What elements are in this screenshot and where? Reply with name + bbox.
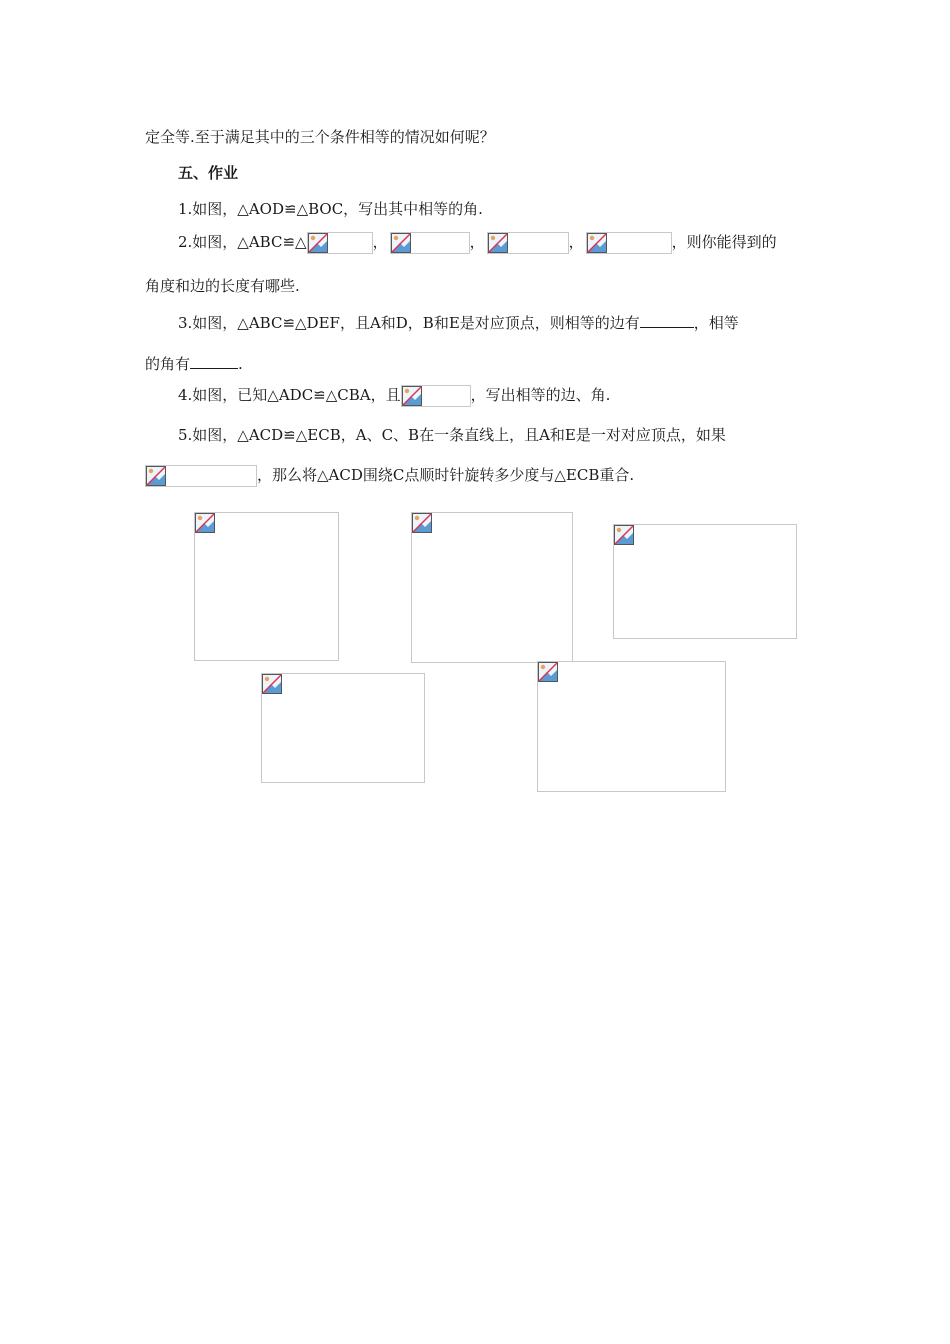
inline-formula-image [487,232,569,254]
comma: ， [469,233,485,251]
broken-image-icon [262,674,282,694]
question-2-prefix: 2.如图，△ABC≌△ [178,233,307,251]
question-4-prefix: 4.如图，已知△ADC≌△CBA，且 [178,386,401,404]
inline-formula-image [401,385,471,407]
broken-image-icon [308,233,328,253]
figure-placeholder [194,512,339,661]
inline-formula-image [145,465,257,487]
figure-placeholder [411,512,573,663]
period: . [238,355,243,373]
section-heading: 五、作业 [178,164,239,182]
question-3-end: ，相等 [693,314,739,332]
question-4-suffix: ，写出相等的边、角. [470,386,611,404]
question-5-continuation [145,464,634,486]
question-5-line2: ，那么将△ACD围绕C点顺时针旋转多少度与△ECB重合. [257,466,635,484]
figure-placeholder [537,661,726,792]
question-1: 1.如图，△AOD≌△BOC，写出其中相等的角. [178,200,483,218]
question-2-suffix: ，则你能得到的 [671,233,777,251]
answer-blank [190,352,238,369]
question-2-continuation: 角度和边的长度有哪些. [145,277,300,295]
paragraph-continuation: 定全等.至于满足其中的三个条件相等的情况如何呢？ [145,128,495,146]
broken-image-icon [412,513,432,533]
broken-image-icon [402,386,422,406]
question-5: 5.如图，△ACD≌△ECB，A、C、B在一条直线上，且A和E是一对对应顶点，如果 [178,426,726,444]
broken-image-icon [195,513,215,533]
inline-formula-image [390,232,470,254]
question-3-line2: 的角有 [145,355,191,373]
answer-blank [640,311,694,328]
broken-image-icon [391,233,411,253]
broken-image-icon [614,525,634,545]
broken-image-icon [146,466,166,486]
question-3 [178,311,739,333]
inline-formula-image [586,232,672,254]
comma: ， [372,233,388,251]
question-4 [178,384,610,406]
comma: ， [568,233,584,251]
question-3-text: 3.如图，△ABC≌△DEF，且A和D，B和E是对应顶点，则相等的边有 [178,314,640,332]
figure-placeholder [613,524,797,639]
broken-image-icon [488,233,508,253]
inline-formula-image [307,232,373,254]
figure-placeholder [261,673,425,783]
question-2 [178,231,777,253]
broken-image-icon [538,662,558,682]
broken-image-icon [587,233,607,253]
question-3-continuation [145,352,243,374]
